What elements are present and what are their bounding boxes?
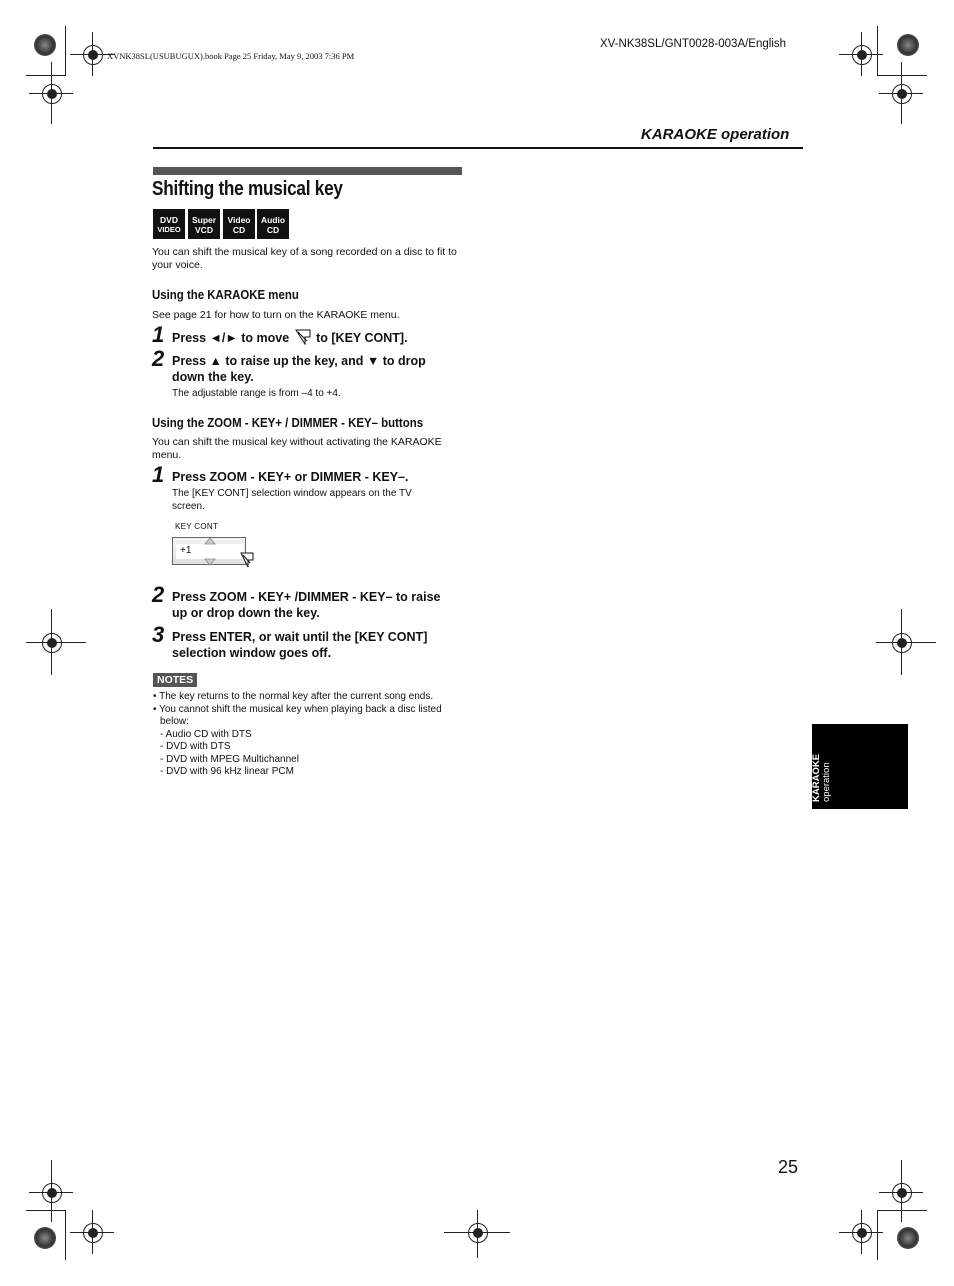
- menu-section-note: See page 21 for how to turn on the KARAOKE menu.: [152, 309, 400, 321]
- page-title: Shifting the musical key: [152, 178, 343, 200]
- dvd-video-icon: DVD VIDEO: [154, 210, 184, 238]
- super-vcd-icon: Super VCD: [189, 210, 219, 238]
- buttons-step-3: Press ENTER, or wait until the [KEY CONT] selection window goes off.: [172, 630, 428, 660]
- range-note: The adjustable range is from –4 to +4.: [172, 388, 341, 399]
- note-item: • You cannot shift the musical key when playing back a disc listed: [153, 703, 442, 715]
- note-sub-item: - DVD with MPEG Multichannel: [160, 753, 299, 765]
- buttons-section-heading: Using the ZOOM - KEY+ / DIMMER - KEY– buttons: [152, 415, 424, 430]
- step-number: 2: [152, 346, 165, 371]
- note-sub-item: - DVD with DTS: [160, 741, 231, 752]
- buttons-step-2: Press ZOOM - KEY+ /DIMMER - KEY– to raise up or drop down the key.: [172, 590, 441, 620]
- side-tab-label: KARAOKE operation: [811, 753, 832, 802]
- buttons-step-1: Press ZOOM - KEY+ or DIMMER - KEY–.: [172, 470, 409, 484]
- cursor-pointer-icon: [240, 552, 254, 568]
- note-item: • The key returns to the normal key after the current song ends.: [153, 691, 434, 702]
- title-bar: [153, 167, 462, 175]
- key-cont-value: +1: [180, 545, 192, 556]
- buttons-section-intro: You can shift the musical key without activating the KARAOKE menu.: [152, 436, 442, 461]
- audio-cd-icon: Audio CD: [258, 210, 288, 238]
- note-item-cont: below:: [160, 716, 189, 727]
- page-number: 25: [778, 1157, 799, 1177]
- section-title: KARAOKE operation: [641, 126, 790, 143]
- video-cd-icon: Video CD: [224, 210, 254, 238]
- menu-section-heading: Using the KARAOKE menu: [152, 287, 299, 302]
- book-file-info: XVNK38SL(USUBUGUX).book Page 25 Friday, May 9, 2003 7:36 PM: [107, 51, 355, 61]
- step-number: 1: [152, 322, 165, 347]
- step-number: 1: [152, 462, 165, 487]
- notes-label: NOTES: [153, 673, 197, 687]
- key-cont-window-label: KEY CONT: [175, 522, 219, 531]
- menu-step-2: Press ▲ to raise up the key, and ▼ to drop down the key.: [172, 354, 426, 384]
- step-number: 2: [152, 582, 165, 607]
- cursor-pointer-icon: [295, 329, 311, 345]
- down-arrow-icon: [203, 558, 217, 566]
- menu-step-1: Press ◄/► to move to [KEY CONT].: [172, 331, 408, 345]
- notes-list: [153, 691, 442, 779]
- intro-text: You can shift the musical key of a song recorded on a disc to fit to your voice.: [152, 246, 457, 271]
- model-number: XV-NK38SL/GNT0028-003A/English: [600, 38, 787, 50]
- header-rule: [153, 147, 803, 149]
- up-arrow-icon: [203, 537, 217, 545]
- step-number: 3: [152, 622, 165, 647]
- window-note: The [KEY CONT] selection window appears on the TV screen.: [172, 488, 412, 512]
- note-sub-item: - Audio CD with DTS: [160, 728, 252, 740]
- note-sub-item: - DVD with 96 kHz linear PCM: [160, 766, 294, 777]
